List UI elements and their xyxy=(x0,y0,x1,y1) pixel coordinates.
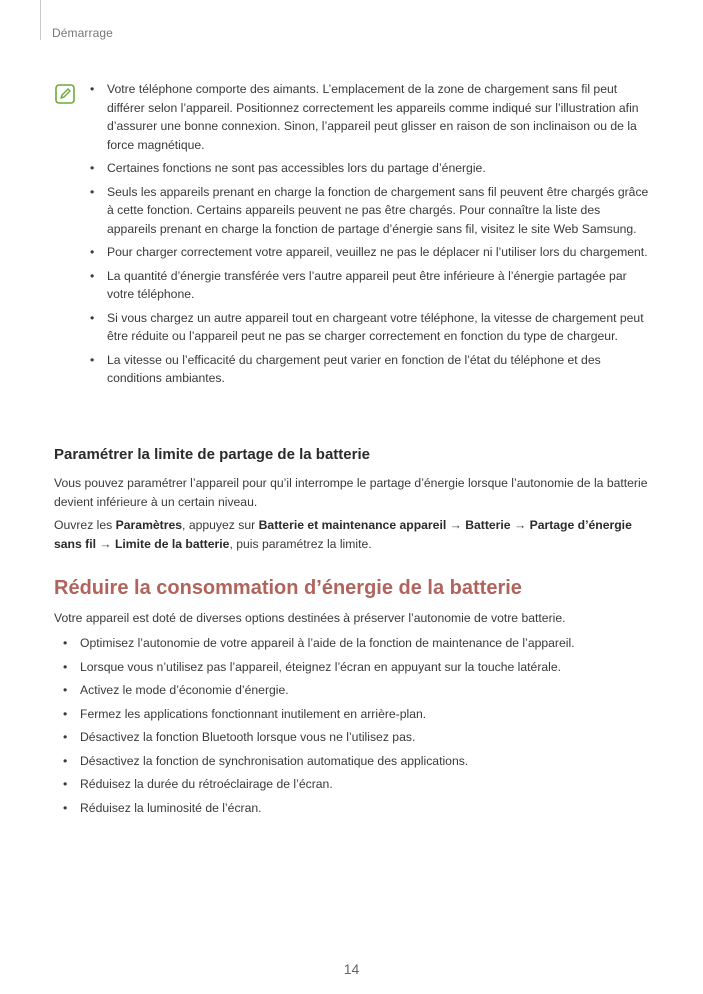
note-item: • La quantité d’énergie transférée vers l’autre appareil peut être inférieure à l’énergie partagée par votre téléphone. xyxy=(90,267,650,304)
battery-maintenance-menu-label: Batterie et maintenance appareil xyxy=(258,518,447,532)
section-header: Démarrage xyxy=(52,26,113,40)
note-item: • Votre téléphone comporte des aimants. L’emplacement de la zone de chargement sans fil peut différer selon l’appareil. Positionnez correctement les appareils comme indiqué sur l’illustration afin d’assurer une bonne connexion. Sinon, l’appareil peut glisser en raison de son inclinaison ou de la force magnétique. xyxy=(90,80,650,154)
tip-item: • Désactivez la fonction Bluetooth lorsque vous ne l’utilisez pas. xyxy=(63,728,653,747)
tip-item: • Optimisez l’autonomie de votre appareil à l’aide de la fonction de maintenance de l’appareil. xyxy=(63,634,653,653)
instruction-text: , appuyez sur xyxy=(182,518,259,532)
note-list xyxy=(90,80,650,393)
limit-paragraph: Vous pouvez paramétrer l’appareil pour qu’il interrompe le partage d’énergie lorsque l’autonomie de la batterie devient inférieure à un certain niveau. xyxy=(54,476,648,509)
arrow-separator: → xyxy=(446,518,466,532)
settings-menu-label: Paramètres xyxy=(115,518,183,532)
limit-instructions xyxy=(54,516,654,553)
instruction-text: Ouvrez les xyxy=(54,518,116,532)
arrow-separator: → xyxy=(510,518,530,532)
arrow-separator: → xyxy=(96,536,115,551)
note-item: • Pour charger correctement votre appareil, veuillez ne pas le déplacer ni l’utiliser lors du chargement. xyxy=(90,243,650,262)
tip-item: • Lorsque vous n’utilisez pas l’appareil, éteignez l’écran en appuyant sur la touche latérale. xyxy=(63,658,653,677)
note-item: • Seuls les appareils prenant en charge la fonction de chargement sans fil peuvent être chargés grâce à cette fonction. Certains appareils peuvent ne pas être chargés. Pour connaître la liste des appareils prenant en charge la fonction de partage d’énergie sans fil, visitez le site Web Samsung. xyxy=(90,183,650,239)
tip-item: • Réduisez la luminosité de l’écran. xyxy=(63,799,653,818)
tips-list xyxy=(63,634,653,822)
page-number: 14 xyxy=(343,961,360,977)
note-item: • La vitesse ou l’efficacité du chargement peut varier en fonction de l’état du téléphone et des conditions ambiantes. xyxy=(90,351,650,388)
note-pencil-icon xyxy=(55,84,75,104)
margin-rule xyxy=(40,0,41,40)
instruction-text: , puis paramétrez la limite. xyxy=(229,536,372,551)
tip-item: • Fermez les applications fonctionnant inutilement en arrière-plan. xyxy=(63,705,653,724)
tip-item: • Désactivez la fonction de synchronisation automatique des applications. xyxy=(63,752,653,771)
note-item: • Certaines fonctions ne sont pas accessibles lors du partage d’énergie. xyxy=(90,159,650,178)
wireless-powershare-menu-label: Partage d’énergie sans fil xyxy=(54,518,632,551)
tip-item: • Activez le mode d’économie d’énergie. xyxy=(63,681,653,700)
battery-limit-menu-label: Limite de la batterie xyxy=(114,536,230,551)
note-item: • Si vous chargez un autre appareil tout en chargeant votre téléphone, la vitesse de chargement peut être réduite ou l’appareil peut ne pas se charger correctement en fonction du type de chargeur. xyxy=(90,309,650,346)
battery-menu-label: Batterie xyxy=(465,518,511,532)
limit-subheading: Paramétrer la limite de partage de la batterie xyxy=(54,446,370,463)
reduce-intro: Votre appareil est doté de diverses options destinées à préserver l’autonomie de votre batterie. xyxy=(54,611,566,625)
reduce-heading: Réduire la consommation d’énergie de la batterie xyxy=(54,577,522,599)
tip-item: • Réduisez la durée du rétroéclairage de l’écran. xyxy=(63,775,653,794)
